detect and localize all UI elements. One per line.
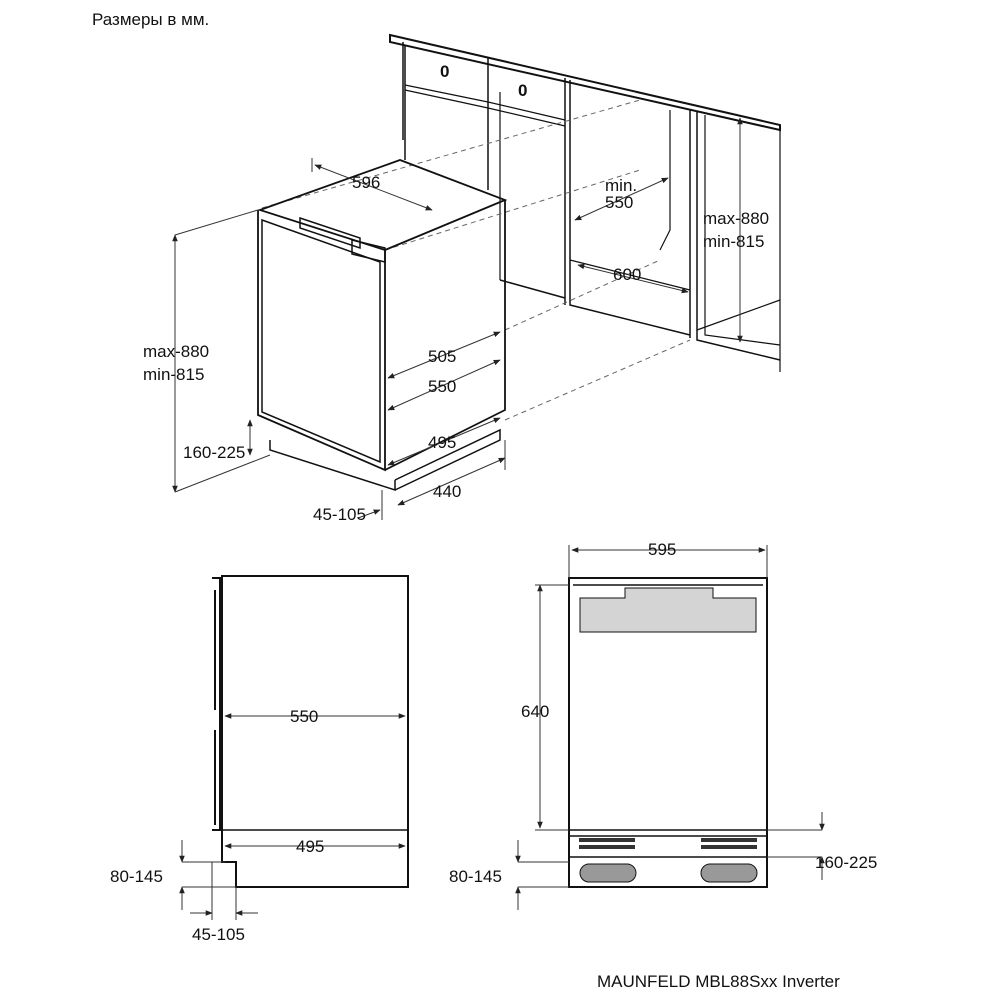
iso-depth-495-label: 495 <box>428 433 457 452</box>
iso-depth-440-label: 440 <box>433 482 462 501</box>
side-plinth-label: 80-145 <box>110 867 163 886</box>
niche-height-max-label: max-880 <box>703 209 770 228</box>
niche-min-value: 550 <box>605 193 634 212</box>
kitchen-niche-drawing <box>390 35 780 372</box>
drawer-label-a: 0 <box>440 62 450 81</box>
front-width-label: 595 <box>648 540 677 559</box>
niche-min-label: min. <box>605 176 638 195</box>
side-view <box>182 576 408 920</box>
side-offset-label: 45-105 <box>192 925 245 944</box>
iso-depth-550-label: 550 <box>428 377 457 396</box>
iso-plinth-label: 160-225 <box>183 443 246 462</box>
front-height-label: 640 <box>521 702 550 721</box>
side-depth-495-label: 495 <box>296 837 325 856</box>
iso-depth-505-label: 505 <box>428 347 457 366</box>
front-plinth-right-label: 160-225 <box>815 853 878 872</box>
front-plinth-left-label: 80-145 <box>449 867 502 886</box>
projection-lines <box>262 100 690 420</box>
iso-height-max-label: max-880 <box>143 342 210 361</box>
iso-offset-label: 45-105 <box>313 505 366 524</box>
model-caption: MAUNFELD MBL88Sxx Inverter <box>597 972 840 991</box>
appliance-isometric <box>175 158 505 520</box>
niche-height-min-label: min-815 <box>703 232 765 251</box>
front-view <box>518 545 822 910</box>
side-depth-550-label: 550 <box>290 707 319 726</box>
drawer-label-b: 0 <box>518 81 528 100</box>
iso-width-label: 596 <box>352 173 381 192</box>
iso-height-min-label: min-815 <box>143 365 205 384</box>
niche-width-label: 600 <box>613 265 642 284</box>
units-note: Размеры в мм. <box>92 10 210 29</box>
